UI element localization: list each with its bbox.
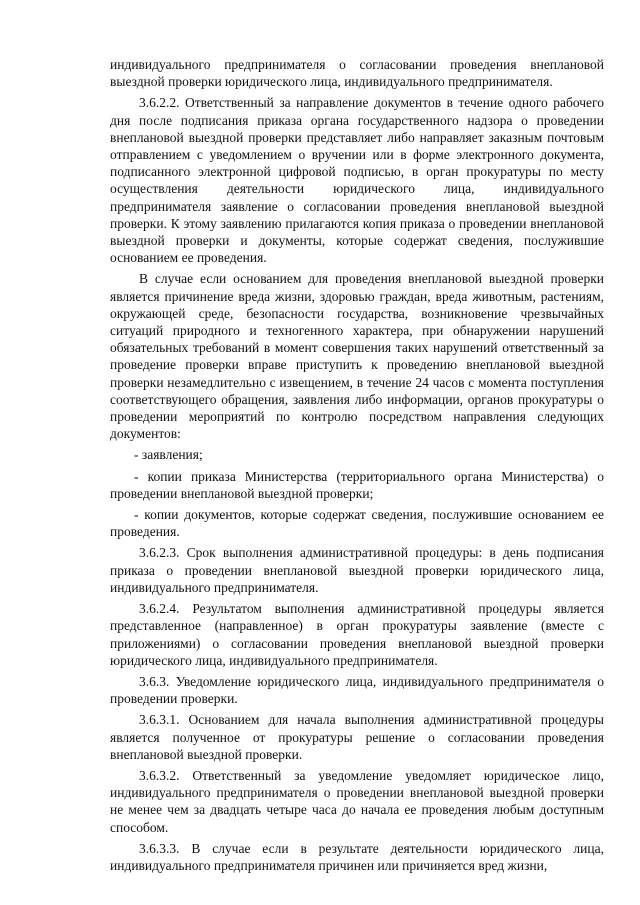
list-item-document-copies: - копии документов, которые содержат сведения, послужившие основанием ее проведения.: [110, 507, 604, 540]
paragraph-3-6-3: 3.6.3. Уведомление юридического лица, индивидуального предпринимателя о проведении проверки.: [110, 673, 604, 707]
document-page: [110, 56, 604, 878]
paragraph-3-6-3-2: 3.6.3.2. Ответственный за уведомление уведомляет юридическое лицо, индивидуального предпринимателя о проведении внеплановой выездной проверки не менее чем за двадцать четыре часа до начала ее проведения любым доступным способом.: [110, 767, 604, 835]
paragraph-urgent-inspection: В случае если основанием для проведения внеплановой выездной проверки является причинение вреда жизни, здоровью граждан, вреда животным, растениям, окружающей среде, безопасности государства, возникновение чрезвычайных ситуаций природного и техногенного характера, при обнаружении нарушений обязательных требований в момент совершения таких нарушений ответственный за проведение проверки вправе приступить к проведению внеплановой выездной проверки незамедлительно с извещением, в течение 24 часов с момента поступления соответствующего обращения, заявления либо информации, органов прокуратуры о проведении мероприятий по контролю посредством направления следующих документов:: [110, 271, 604, 442]
paragraph-3-6-2-4: 3.6.2.4. Результатом выполнения административной процедуры является представленное (направленное) в орган прокуратуры заявление (вместе с приложениями) о согласовании проведения внеплановой выездной проверки юридического лица, индивидуального предпринимателя.: [110, 601, 604, 668]
list-item-statement: - заявления;: [134, 447, 203, 463]
paragraph-3-6-3-3: 3.6.3.3. В случае если в результате деятельности юридического лица, индивидуального предпринимателя причинен или причиняется вред жизни,: [110, 840, 604, 873]
paragraph-3-6-2-2: 3.6.2.2. Ответственный за направление документов в течение одного рабочего дня после подписания приказа органа государственного надзора о проведении внеплановой выездной проверки представляет либо направляет заказным почтовым отправлением с уведомлением о вручении или в форме электронного документа, подписанного электронной цифровой подписью, в орган прокуратуры по месту осуществления деятельности юридического лица, индивидуального предпринимателя заявление о согласовании проведения внеплановой выездной проверки. К этому заявлению прилагаются копия приказа о проведении внеплановой выездной проверки и документы, которые содержат сведения, послужившие основанием ее проведения.: [110, 95, 604, 266]
paragraph-3-6-2-3: 3.6.2.3. Срок выполнения административной процедуры: в день подписания приказа о проведении внеплановой выездной проверки юридического лица, индивидуального предпринимателя.: [110, 545, 604, 595]
paragraph-3-6-3-1: 3.6.3.1. Основанием для начала выполнения административной процедуры является полученное от прокуратуры решение о согласовании проведения внеплановой выездной проверки.: [110, 712, 604, 762]
list-item-order-copy: - копии приказа Министерства (территориального органа Министерства) о проведении внеплановой выездной проверки;: [110, 468, 604, 501]
paragraph-continuation: индивидуального предпринимателя о согласовании проведения внеплановой выездной проверки юридического лица, индивидуального предпринимателя.: [110, 57, 604, 90]
